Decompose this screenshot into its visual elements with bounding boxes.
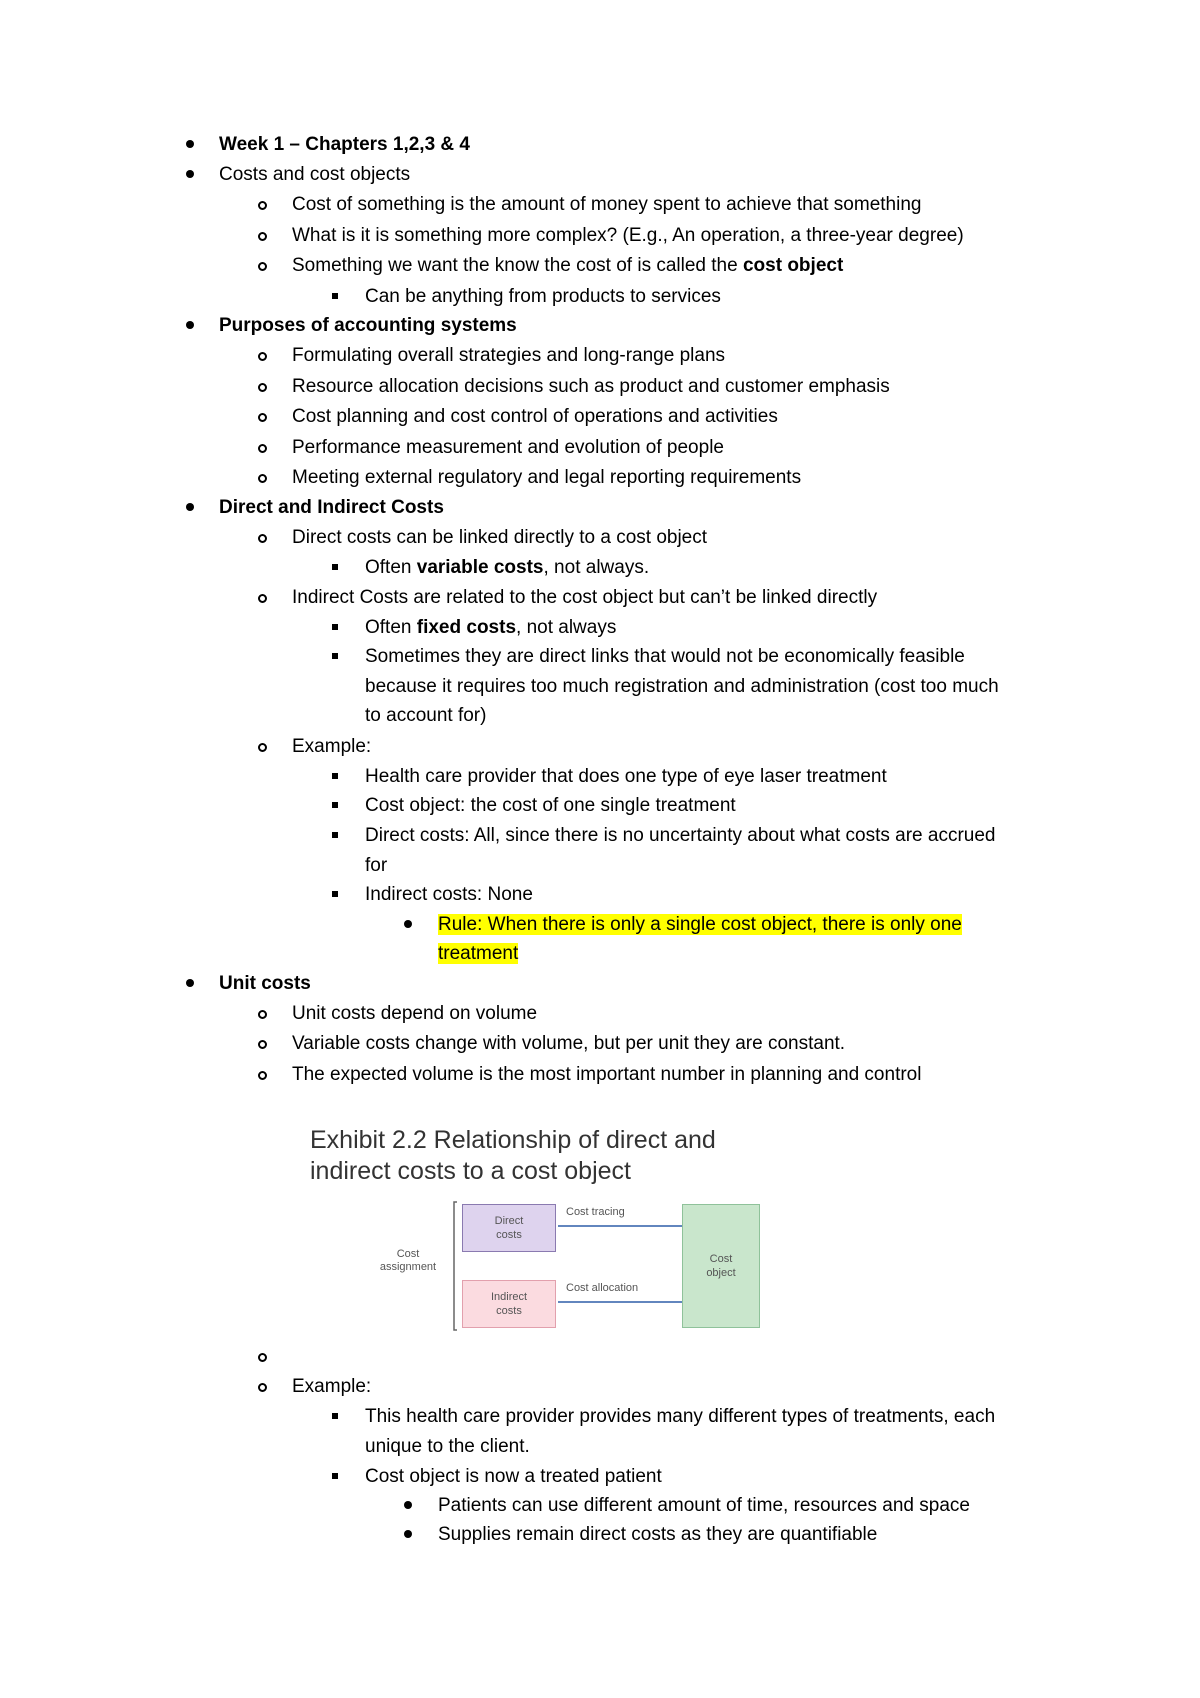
outline-text <box>292 222 964 249</box>
outline-text <box>292 464 801 491</box>
text-segment: Sometimes they are direct links that would not be economically feasible <box>365 646 965 667</box>
outline-text <box>292 1000 537 1027</box>
text-segment: Example: <box>292 1376 372 1397</box>
outline-text <box>365 554 649 581</box>
bold-text: fixed costs <box>416 617 517 638</box>
outline-text <box>292 373 890 400</box>
cost-object-box: Cost object <box>682 1204 760 1328</box>
outline-text <box>292 733 371 760</box>
outline-text <box>219 312 517 339</box>
outline-text <box>292 252 843 279</box>
text-segment: Indirect costs: None <box>365 884 533 905</box>
text-segment: Direct costs can be linked directly to a cost object <box>292 527 708 548</box>
text-segment: Meeting external regulatory and legal reporting requirements <box>292 467 802 488</box>
outline-text <box>365 283 721 310</box>
text-segment: Can be anything from products to services <box>365 286 721 307</box>
bold-text: Week 1 – Chapters 1,2,3 & 4 <box>219 134 470 155</box>
indirect-costs-box: Indirect costs <box>462 1280 556 1328</box>
outline-text <box>365 643 965 670</box>
highlighted-text: Rule: When there is only a single cost object, there is only one <box>438 914 962 935</box>
outline-text <box>365 822 995 849</box>
text-segment: , not always <box>516 617 617 638</box>
text-segment: unique to the client. <box>365 1436 530 1457</box>
outline-text <box>438 911 962 938</box>
bold-text: Unit costs <box>219 973 311 994</box>
outline-text <box>365 1433 530 1460</box>
outline-text <box>365 614 616 641</box>
outline-text <box>438 1521 877 1548</box>
text-segment: to account for) <box>365 705 487 726</box>
text-segment: Patients can use different amount of time, resources and space <box>438 1495 970 1516</box>
bold-text: variable costs <box>416 557 544 578</box>
text-segment: for <box>365 855 388 876</box>
text-segment: Cost object is now a treated patient <box>365 1466 662 1487</box>
outline-text <box>292 524 707 551</box>
outline-text <box>219 494 444 521</box>
exhibit-title-line-1: Exhibit 2.2 Relationship of direct and <box>310 1126 716 1154</box>
text-segment: Example: <box>292 736 372 757</box>
outline-text <box>365 852 387 879</box>
text-segment: Indirect Costs are related to the cost object but can’t be linked directly <box>292 587 878 608</box>
text-segment: Costs and cost objects <box>219 164 411 185</box>
direct-costs-box: Direct costs <box>462 1204 556 1252</box>
text-segment: Unit costs depend on volume <box>292 1003 538 1024</box>
outline-text <box>365 1403 995 1430</box>
cost-assignment-label: Cost assignment <box>379 1248 437 1273</box>
cost-tracing-label: Cost tracing <box>566 1206 625 1218</box>
outline-text <box>365 702 486 729</box>
text-segment: Cost planning and cost control of operations and activities <box>292 406 778 427</box>
text-segment: Performance measurement and evolution of people <box>292 437 724 458</box>
highlighted-text: treatment <box>438 943 519 964</box>
text-segment: Health care provider that does one type of eye laser treatment <box>365 766 887 787</box>
outline-text <box>292 584 877 611</box>
outline-text <box>365 763 887 790</box>
outline-text <box>292 1373 371 1400</box>
outline-text <box>219 131 470 158</box>
outline-text <box>219 161 410 188</box>
outline-text <box>292 342 725 369</box>
bold-text: Purposes of accounting systems <box>219 315 517 336</box>
text-segment: Often <box>365 557 417 578</box>
cost-allocation-label: Cost allocation <box>566 1282 639 1294</box>
text-segment: Cost object: the cost of one single treatment <box>365 795 736 816</box>
outline-text <box>365 1463 662 1490</box>
outline-text <box>365 792 736 819</box>
text-segment: Resource allocation decisions such as product and customer emphasis <box>292 376 890 397</box>
text-segment: Supplies remain direct costs as they are quantifiable <box>438 1524 878 1545</box>
text-segment: The expected volume is the most important number in planning and control <box>292 1064 922 1085</box>
text-segment: because it requires too much registration and administration (cost too much <box>365 676 999 697</box>
text-segment: , not always. <box>543 557 650 578</box>
text-segment: Something we want the know the cost of is called the <box>292 255 743 276</box>
outline-text <box>292 434 724 461</box>
text-segment: What is it is something more complex? (E.g., An operation, a three-year degree) <box>292 225 964 246</box>
outline-text <box>292 403 778 430</box>
text-segment: Variable costs change with volume, but per unit they are constant. <box>292 1033 846 1054</box>
bold-text: Direct and Indirect Costs <box>219 497 444 518</box>
outline-text <box>438 1492 970 1519</box>
bold-text: cost object <box>742 255 844 276</box>
outline-text <box>365 673 999 700</box>
outline-text <box>219 970 311 997</box>
cost-diagram <box>372 1198 762 1334</box>
text-segment: Cost of something is the amount of money spent to achieve that something <box>292 194 922 215</box>
text-segment: Often <box>365 617 417 638</box>
text-segment: This health care provider provides many different types of treatments, each <box>365 1406 996 1427</box>
assignment-bracket <box>454 1202 457 1330</box>
outline-text <box>438 940 518 967</box>
outline-text <box>365 881 533 908</box>
text-segment: Formulating overall strategies and long-range plans <box>292 345 726 366</box>
outline-text <box>292 1030 845 1057</box>
outline-text <box>292 191 921 218</box>
exhibit-title-line-2: indirect costs to a cost object <box>310 1157 631 1185</box>
text-segment: Direct costs: All, since there is no uncertainty about what costs are accrued <box>365 825 996 846</box>
outline-text <box>292 1061 921 1088</box>
